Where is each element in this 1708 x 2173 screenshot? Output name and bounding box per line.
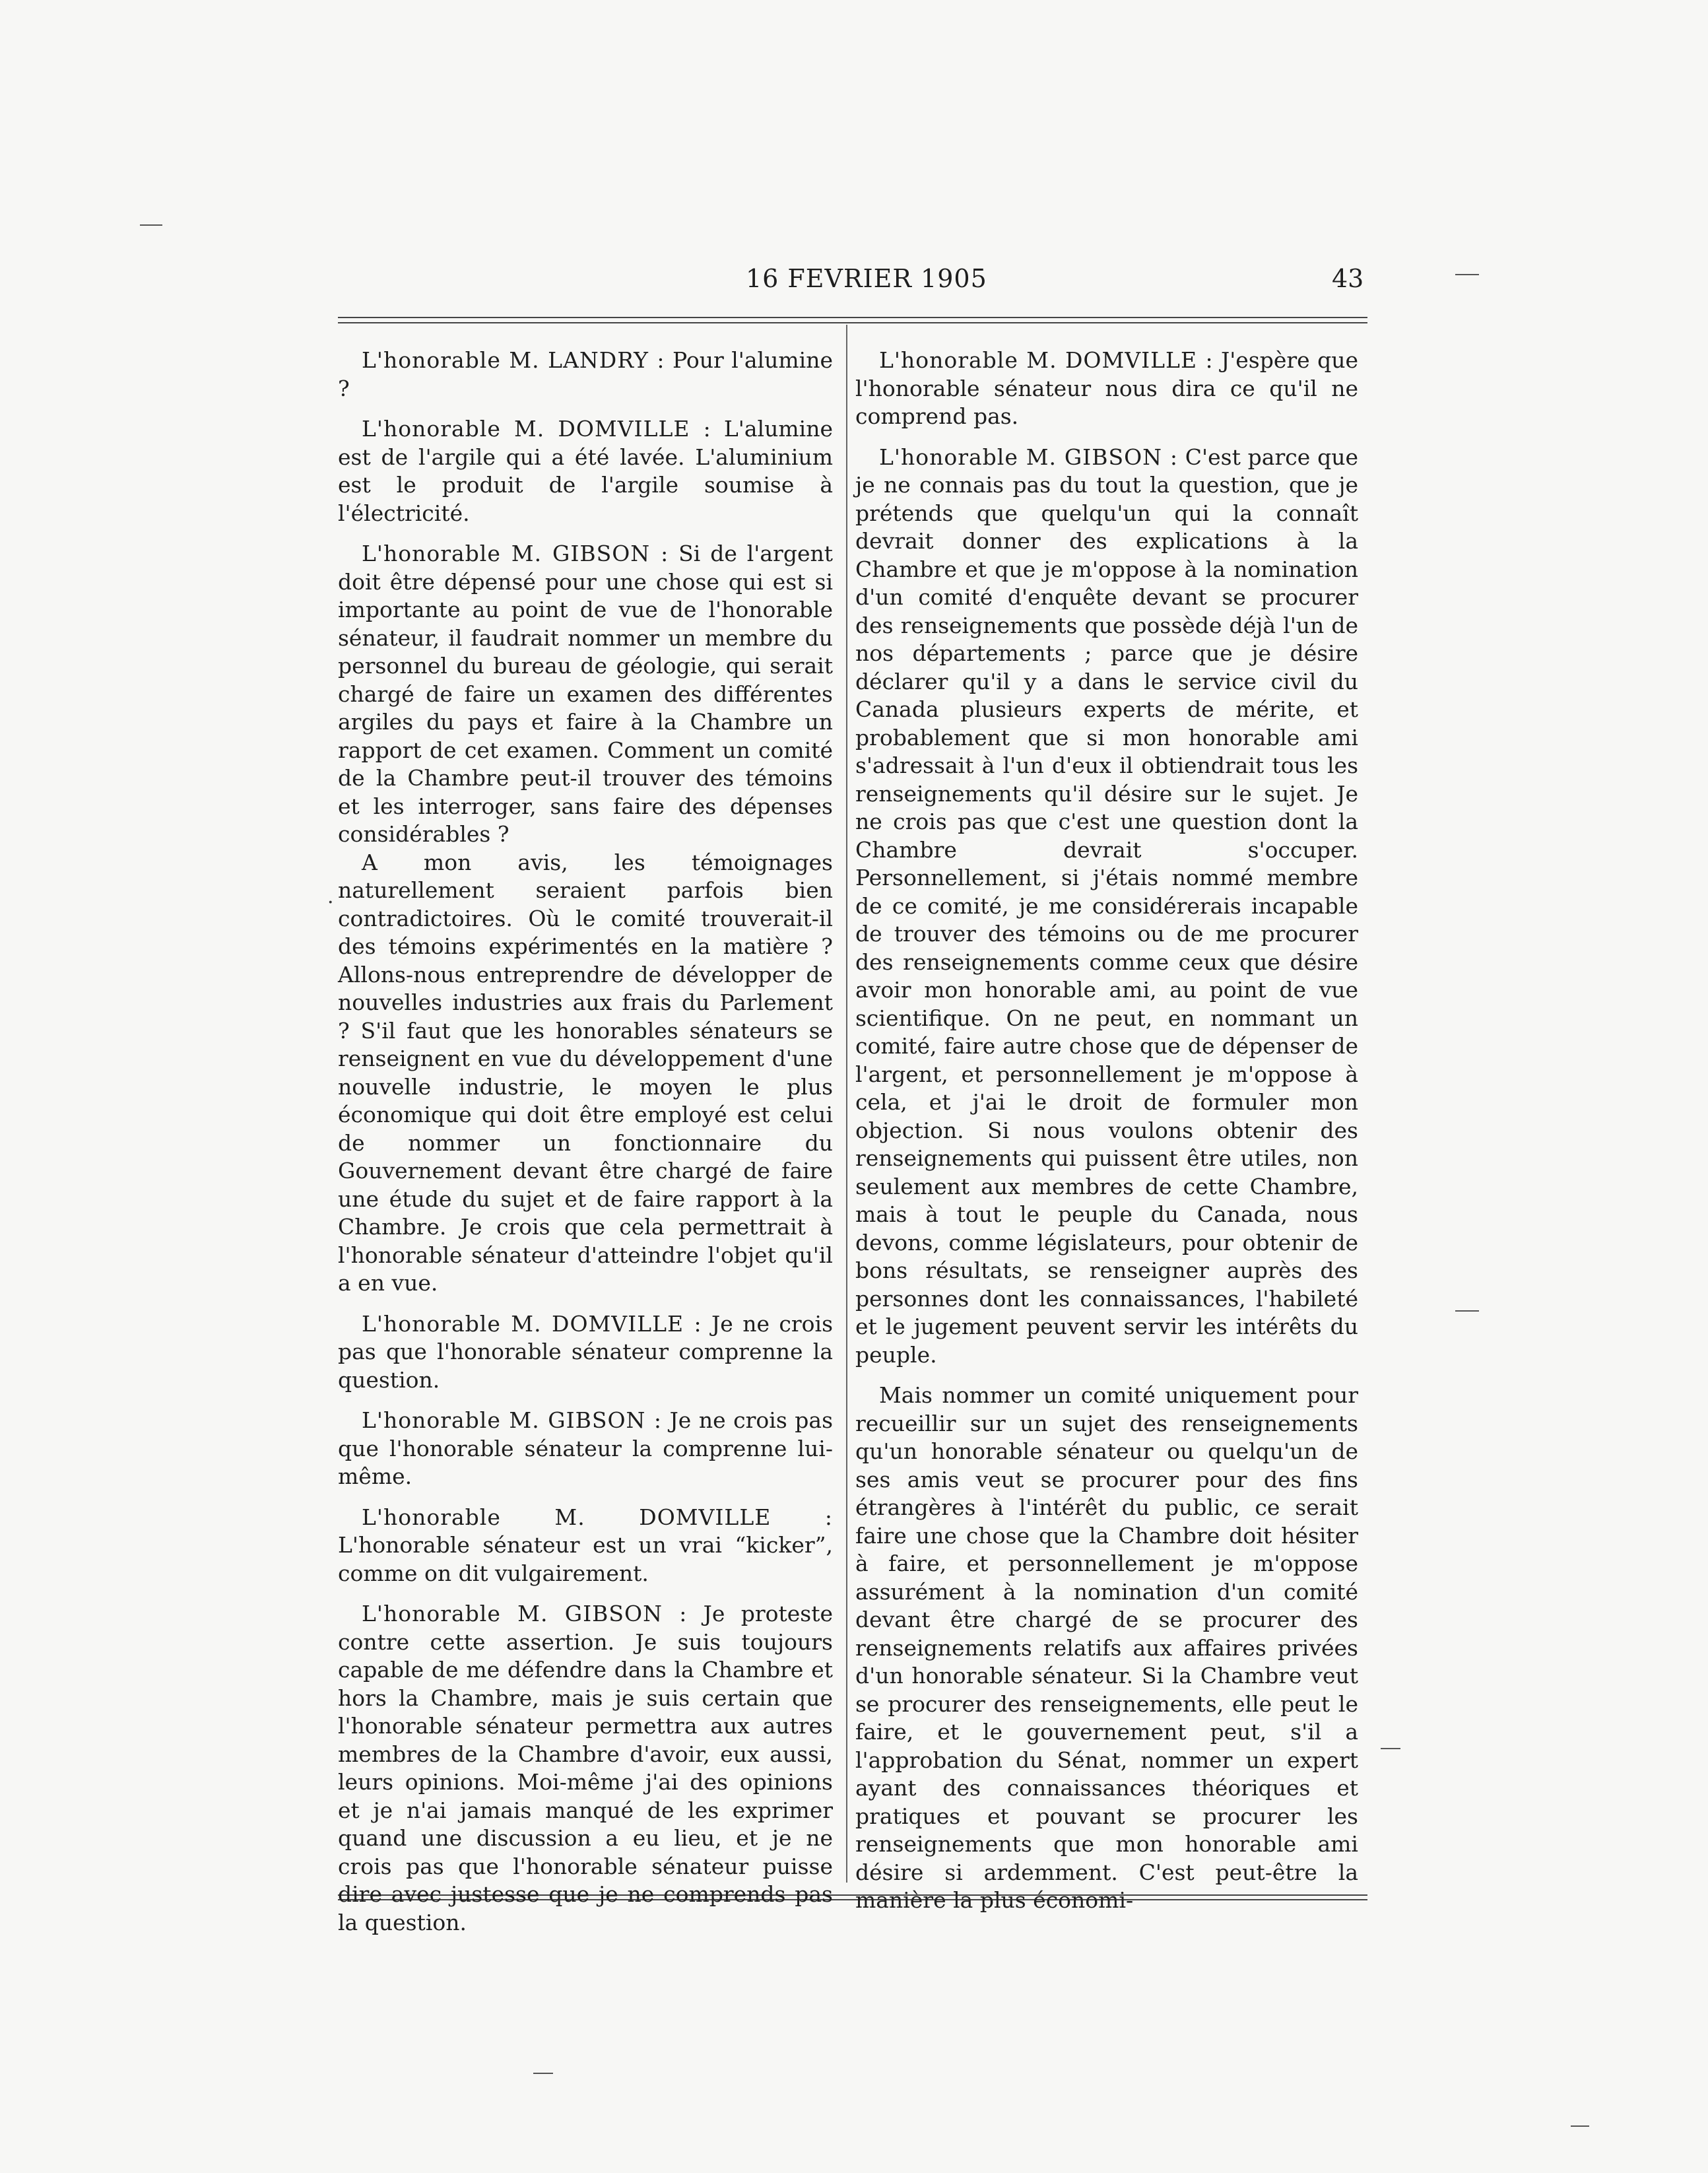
paragraph — [855, 1382, 1358, 1915]
speaker-name: L'honorable M. DOMVILLE : — [362, 1310, 702, 1337]
column-divider — [846, 325, 847, 1883]
paragraph-text: Si de l'argent doit être dépensé pour une chose qui est si importante au point de vue de l'honorable sénateur, il faudrait nommer un membre du personnel du bureau de géologie, qui serait chargé de faire un examen des différentes argiles du pays et faire à la Chambre un rapport de cet examen. Comment un comité de la Chambre peut-il trouver des témoins et les interroger, sans faire des dépenses considérables ? — [338, 541, 834, 847]
margin-mark — [1455, 1310, 1479, 1312]
margin-mark — [533, 2073, 553, 2074]
margin-mark — [1455, 274, 1479, 275]
right-column — [855, 347, 1358, 1927]
speaker-name: L'honorable M. GIBSON : — [879, 444, 1178, 470]
paragraph-text: A mon avis, les témoignages naturellement seraient parfois bien contradictoires. Où le comité trouverait-il des témoins expérimentés en la matière ? Allons-nous entreprendre de développer de nouvelles industries aux frais du Parlement ? S'il faut que les honorables sénateurs se renseignent en vue du développement d'une nouvelle industrie, le moyen le plus économique qui doit être employé est celui de nommer un fonctionnaire du Gouvernement devant être chargé de faire une étude du sujet et de faire rapport à la Chambre. Je crois que cela permettrait à l'honorable sénateur d'atteindre l'objet qu'il a en vue. — [338, 849, 833, 1296]
paragraph — [338, 1310, 833, 1395]
paragraph-text: C'est parce que je ne connais pas du tout la question, que je prétends que quelqu'un qui la connaît devrait donner des explications à la Chambre et que je m'oppose à la nomination d'un comité d'enquête devant se procurer des renseignements que possède déjà l'un de nos départements ; parce que je désire déclarer qu'il y a dans le service civil du Canada plusieurs experts de mérite, et probablement que si mon honorable ami s'adressait à l'un d'eux il obtiendrait tous les renseignements qu'il désire sur le sujet. Je ne crois pas que c'est une question dont la Chambre devrait s'occuper. Personnellement, si j'étais nommé membre de ce comité, je me considérerais incapable de trouver des témoins ou de me procurer des renseignements comme ceux que désire avoir mon honorable ami, au point de vue scientifique. On ne peut, en nommant un comité, faire autre chose que de dépenser de l'argent, et personnellement je m'oppose à cela, et j'ai le droit de formuler mon objection. Si nous voulons obtenir des renseignements qui puissent être utiles, non seulement aux membres de cette Chambre, mais à tout le peuple du Canada, nous devons, comme législateurs, pour obtenir de bons résultats, se renseigner auprès des personnes dont les connaissances, l'habileté et le jugement peuvent servir les intérêts du peuple. — [855, 444, 1358, 1368]
speaker-name: L'honorable M. DOMVILLE : — [879, 347, 1214, 373]
margin-mark — [1571, 2125, 1589, 2127]
speaker-name: L'honorable M. LANDRY : — [362, 347, 665, 373]
speaker-name: L'honorable M. GIBSON : — [362, 1601, 688, 1626]
paragraph — [338, 347, 833, 403]
paragraph — [855, 347, 1358, 431]
paragraph-text: Pour l'alumine ? — [338, 347, 833, 401]
paragraph-text: Je ne crois pas que l'honorable sénateur comprenne la question. — [338, 1310, 834, 1393]
paragraph-text: L'alumine est de l'argile qui a été lavée. L'aluminium est le produit de l'argile soumise à l'électricité. — [338, 416, 833, 526]
paragraph — [338, 1600, 833, 1937]
left-column — [338, 347, 833, 1949]
paragraph-text: Mais nommer un comité uniquement pour recueillir sur un sujet des renseignements qu'un honorable sénateur ou quelqu'un de ses amis veut se procurer pour des fins étrangères à l'intérêt du public, ce serait faire une chose que la Chambre doit hésiter à faire, et personnellement je m'oppose assurément à la nomination d'un comité devant être chargé de se procurer des renseignements relatifs aux affaires privées d'un honorable sénateur. Si la Chambre veut se procurer des renseignements, elle peut le faire, et le gouvernement peut, s'il a l'approbation du Sénat, nommer un expert ayant des connaissances théoriques et pratiques et pouvant se procurer les renseignements que mon honorable ami désire si ardemment. C'est peut-être la manière la plus économi- — [855, 1382, 1358, 1913]
paragraph — [855, 444, 1358, 1370]
paragraph — [338, 415, 833, 527]
paragraph — [338, 1407, 833, 1491]
page-header-date: 16 FEVRIER 1905 — [746, 264, 987, 293]
top-rule-double — [338, 322, 1367, 323]
paragraph-text: Je proteste contre cette assertion. Je suis toujours capable de me défendre dans la Chambre et hors la Chambre, mais je suis certain que l'honorable sénateur permettra aux autres membres de la Chambre d'avoir, eux aussi, leurs opinions. Moi-même j'ai des opinions et je n'ai jamais manqué de les exprimer quand une discussion a eu lieu, et je ne crois pas que l'honorable sénateur puisse dire avec justesse que je ne comprends pas la question. — [338, 1601, 833, 1935]
speaker-name: L'honorable M. GIBSON : — [362, 541, 669, 566]
top-rule — [338, 317, 1367, 318]
paragraph — [338, 849, 833, 1298]
margin-mark: · — [327, 891, 334, 914]
paragraph-text: L'honorable sénateur est un vrai “kicker”, comme on dit vulgairement. — [338, 1532, 833, 1586]
paragraph-text: Je ne crois pas que l'honorable sénateur la comprenne lui-même. — [338, 1407, 834, 1489]
paragraph-text: J'espère que l'honorable sénateur nous dira ce qu'il ne comprend pas. — [855, 347, 1358, 429]
speaker-name: L'honorable M. DOMVILLE : — [362, 1504, 833, 1530]
page-number: 43 — [1332, 264, 1364, 293]
speaker-name: L'honorable M. GIBSON : — [362, 1407, 663, 1433]
speaker-name: L'honorable M. DOMVILLE : — [362, 416, 711, 442]
margin-mark — [140, 224, 162, 226]
paragraph — [338, 1504, 833, 1588]
paragraph — [338, 540, 833, 849]
margin-mark — [1381, 1748, 1400, 1749]
